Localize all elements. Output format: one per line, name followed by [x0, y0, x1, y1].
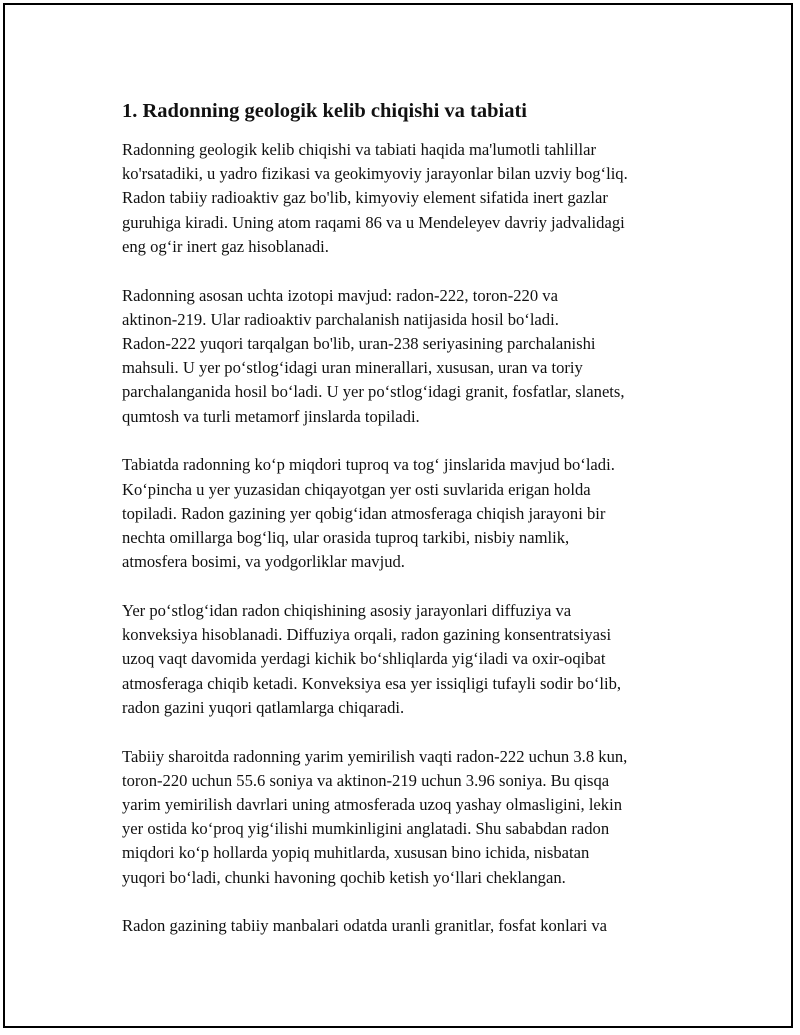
paragraph	[122, 745, 722, 890]
paragraph	[122, 453, 722, 574]
paragraph-line: topiladi. Radon gazining yer qobig‘idan atmosferaga chiqish jarayoni bir	[122, 503, 606, 523]
paragraph-line: Radonning asosan uchta izotopi mavjud: radon-222, toron-220 va	[122, 285, 558, 305]
paragraph-line: Ko‘pincha u yer yuzasidan chiqayotgan yer osti suvlarida erigan holda	[122, 479, 591, 499]
paragraph-line: Tabiiy sharoitda radonning yarim yemirilish vaqti radon-222 uchun 3.8 kun,	[122, 746, 628, 766]
paragraph	[122, 914, 722, 938]
paragraph-line: Yer po‘stlog‘idan radon chiqishining asosiy jarayonlari diffuziya va	[122, 601, 572, 621]
paragraph-line: Tabiatda radonning ko‘p miqdori tuproq va tog‘ jinslarida mavjud bo‘ladi.	[122, 455, 615, 475]
section-heading: 1. Radonning geologik kelib chiqishi va tabiati	[122, 100, 527, 122]
paragraph-line: eng og‘ir inert gaz hisoblanadi.	[122, 236, 329, 256]
paragraph-line: qumtosh va turli metamorf jinslarda topiladi.	[122, 406, 420, 426]
paragraph-line: radon gazini yuqori qatlamlarga chiqaradi.	[122, 697, 405, 717]
paragraph-line: Radon-222 yuqori tarqalgan bo'lib, uran-238 seriyasining parchalanishi	[122, 334, 596, 354]
paragraph	[122, 284, 722, 429]
paragraph	[122, 599, 722, 720]
paragraph-line: atmosferaga chiqib ketadi. Konveksiya esa yer issiqligi tufayli sodir bo‘lib,	[122, 673, 622, 693]
paragraph-line: yarim yemirilish davrlari uning atmosferada uzoq yashay olmasligini, lekin	[122, 795, 622, 815]
paragraph-line: uzoq vaqt davomida yerdagi kichik bo‘shliqlarda yig‘iladi va oxir-oqibat	[122, 649, 606, 669]
paragraph-line: konveksiya hisoblanadi. Diffuziya orqali, radon gazining konsentratsiyasi	[122, 625, 612, 645]
paragraph-line: guruhiga kiradi. Uning atom raqami 86 va u Mendeleyev davriy jadvalidagi	[122, 212, 625, 232]
paragraph-line: Radonning geologik kelib chiqishi va tabiati haqida ma'lumotli tahlillar	[122, 140, 596, 159]
paragraph-line: miqdori ko‘p hollarda yopiq muhitlarda, xususan bino ichida, nisbatan	[122, 843, 590, 863]
paragraph-line: yuqori bo‘ladi, chunki havoning qochib ketish yo‘llari cheklangan.	[122, 867, 566, 887]
document-body	[122, 97, 722, 963]
paragraph-line: ko'rsatadiki, u yadro fizikasi va geokimyoviy jarayonlar bilan uzviy bog‘liq.	[122, 164, 628, 184]
paragraph	[122, 138, 722, 259]
paragraph-line: parchalanganida hosil bo‘ladi. U yer po‘stlog‘idagi granit, fosfatlar, slanets,	[122, 382, 625, 402]
paragraph-line: Radon tabiiy radioaktiv gaz bo'lib, kimyoviy element sifatida inert gazlar	[122, 188, 608, 208]
paragraph-line: mahsuli. U yer po‘stlog‘idagi uran minerallari, xususan, uran va toriy	[122, 358, 583, 378]
paragraph-line: toron-220 uchun 55.6 soniya va aktinon-219 uchun 3.96 soniya. Bu qisqa	[122, 770, 610, 790]
paragraph-line: aktinon-219. Ular radioaktiv parchalanish natijasida hosil bo‘ladi.	[122, 309, 559, 329]
paragraph-line: atmosfera bosimi, va yodgorliklar mavjud.	[122, 552, 405, 572]
page-frame	[3, 3, 793, 1028]
paragraph-line: nechta omillarga bog‘liq, ular orasida tuproq tarkibi, nisbiy namlik,	[122, 528, 570, 548]
paragraph-line: Radon gazining tabiiy manbalari odatda uranli granitlar, fosfat konlari va	[122, 916, 608, 936]
paragraph-line: yer ostida ko‘proq yig‘ilishi mumkinligini anglatadi. Shu sababdan radon	[122, 819, 610, 839]
